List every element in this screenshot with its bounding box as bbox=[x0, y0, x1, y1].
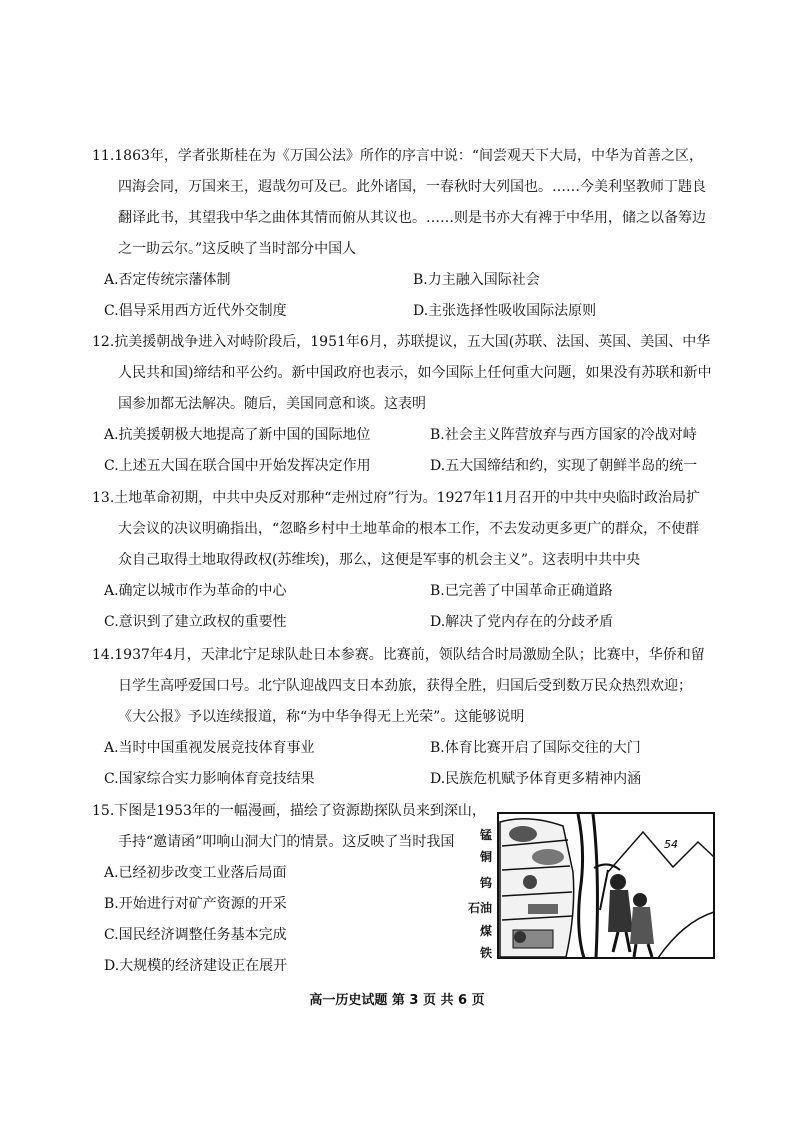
cartoon-drawing bbox=[468, 812, 716, 960]
option-b: B.体育比赛开启了国际交往的大门 bbox=[430, 740, 641, 756]
cartoon-label-petroleum: 石油 bbox=[468, 901, 493, 915]
page-footer: 高一历史试题 第 3 页 共 6 页 bbox=[309, 993, 485, 1008]
option-d: D.民族危机赋予体育更多精神内涵 bbox=[430, 771, 642, 787]
option-d: D.主张选择性吸收国际法原则 bbox=[413, 303, 597, 319]
option-d: D.大规模的经济建设正在展开 bbox=[104, 958, 288, 974]
cartoon-label-copper: 铜 bbox=[480, 850, 493, 864]
question-12 bbox=[92, 327, 712, 482]
question-stem: 12.抗美援朝战争进入对峙阶段后，1951年6月，苏联提议，五大国(苏联、法国、英国、美国、中华人民共和国)缔结和平公约。新中国政府也表示，如今国际上任何重大问题，如果没有苏联和新中国参加都无法解决。随后，美国同意和谈。这表明 bbox=[92, 334, 712, 412]
option-c: C.上述五大国在联合国中开始发挥决定作用 bbox=[104, 458, 371, 474]
option-c: C.国民经济调整任务基本完成 bbox=[104, 927, 287, 943]
cartoon-label-coal: 煤 bbox=[480, 924, 493, 938]
question-11 bbox=[92, 141, 712, 327]
cartoon-label-iron: 铁 bbox=[480, 946, 493, 960]
option-a: A.确定以城市作为革命的中心 bbox=[104, 583, 287, 599]
cartoon-illustration bbox=[468, 812, 716, 960]
question-stem: 13.土地革命初期，中共中央反对那种“走州过府”行为。1927年11月召开的中共中央临时政治局扩大会议的决议明确指出，“忽略乡村中土地革命的根本工作，不去发动更多更广的群众，不使群众自己取得土地取得政权(苏维埃)，那么，这便是军事的机会主义”。这表明中共中央 bbox=[92, 490, 701, 568]
question-stem: 11.1863年，学者张斯桂在为《万国公法》所作的序言中说：“间尝观天下大局，中华为首善之区，四海会同，万国来王，遐哉勿可及已。此外诸国，一春秋时大列国也。……今美利坚教师丁韪良翻译此书，其望我中华之曲体其情而俯从其议也。……则是书亦大有裨于中华用，储之以备筹边之一助云尔。”这反映了当时部分中国人 bbox=[92, 148, 706, 257]
option-b: B.力主融入国际社会 bbox=[413, 272, 540, 288]
option-c: C.国家综合实力影响体育竞技结果 bbox=[104, 771, 315, 787]
option-a: A.已经初步改变工业落后局面 bbox=[104, 865, 287, 881]
option-d: D.解决了党内存在的分歧矛盾 bbox=[430, 614, 614, 630]
question-stem: 15.下图是1953年的一幅漫画，描绘了资源勘探队员来到深山，手持“邀请函”叩响山洞大门的情景。这反映了当时我国 bbox=[92, 803, 486, 850]
cartoon-label-tungsten: 钨 bbox=[480, 876, 493, 890]
question-stem: 14.1937年4月，天津北宁足球队赴日本参赛。比赛前，领队结合时局激励全队；比赛中，华侨和留日学生高呼爱国口号。北宁队迎战四支日本劲旅，获得全胜，归国后受到数万民众热烈欢迎；《大公报》予以连续报道，称“为中华争得无上光荣”。这能够说明 bbox=[92, 647, 705, 725]
question-14 bbox=[92, 640, 712, 795]
question-15 bbox=[92, 796, 487, 982]
question-13 bbox=[92, 483, 712, 638]
cartoon-label-manganese: 锰 bbox=[480, 828, 493, 842]
option-a: A.否定传统宗藩体制 bbox=[104, 272, 231, 288]
option-b: B.已完善了中国革命正确道路 bbox=[430, 583, 613, 599]
option-b: B.开始进行对矿产资源的开采 bbox=[104, 896, 287, 912]
option-d: D.五大国缔结和约，实现了朝鲜半岛的统一 bbox=[430, 458, 698, 474]
cartoon-sign-text: 54 bbox=[664, 838, 678, 851]
option-a: A.当时中国重视发展竞技体育事业 bbox=[104, 740, 315, 756]
option-b: B.社会主义阵营放弃与西方国家的冷战对峙 bbox=[430, 427, 697, 443]
option-c: C.倡导采用西方近代外交制度 bbox=[104, 303, 287, 319]
option-a: A.抗美援朝极大地提高了新中国的国际地位 bbox=[104, 427, 371, 443]
option-c: C.意识到了建立政权的重要性 bbox=[104, 614, 287, 630]
